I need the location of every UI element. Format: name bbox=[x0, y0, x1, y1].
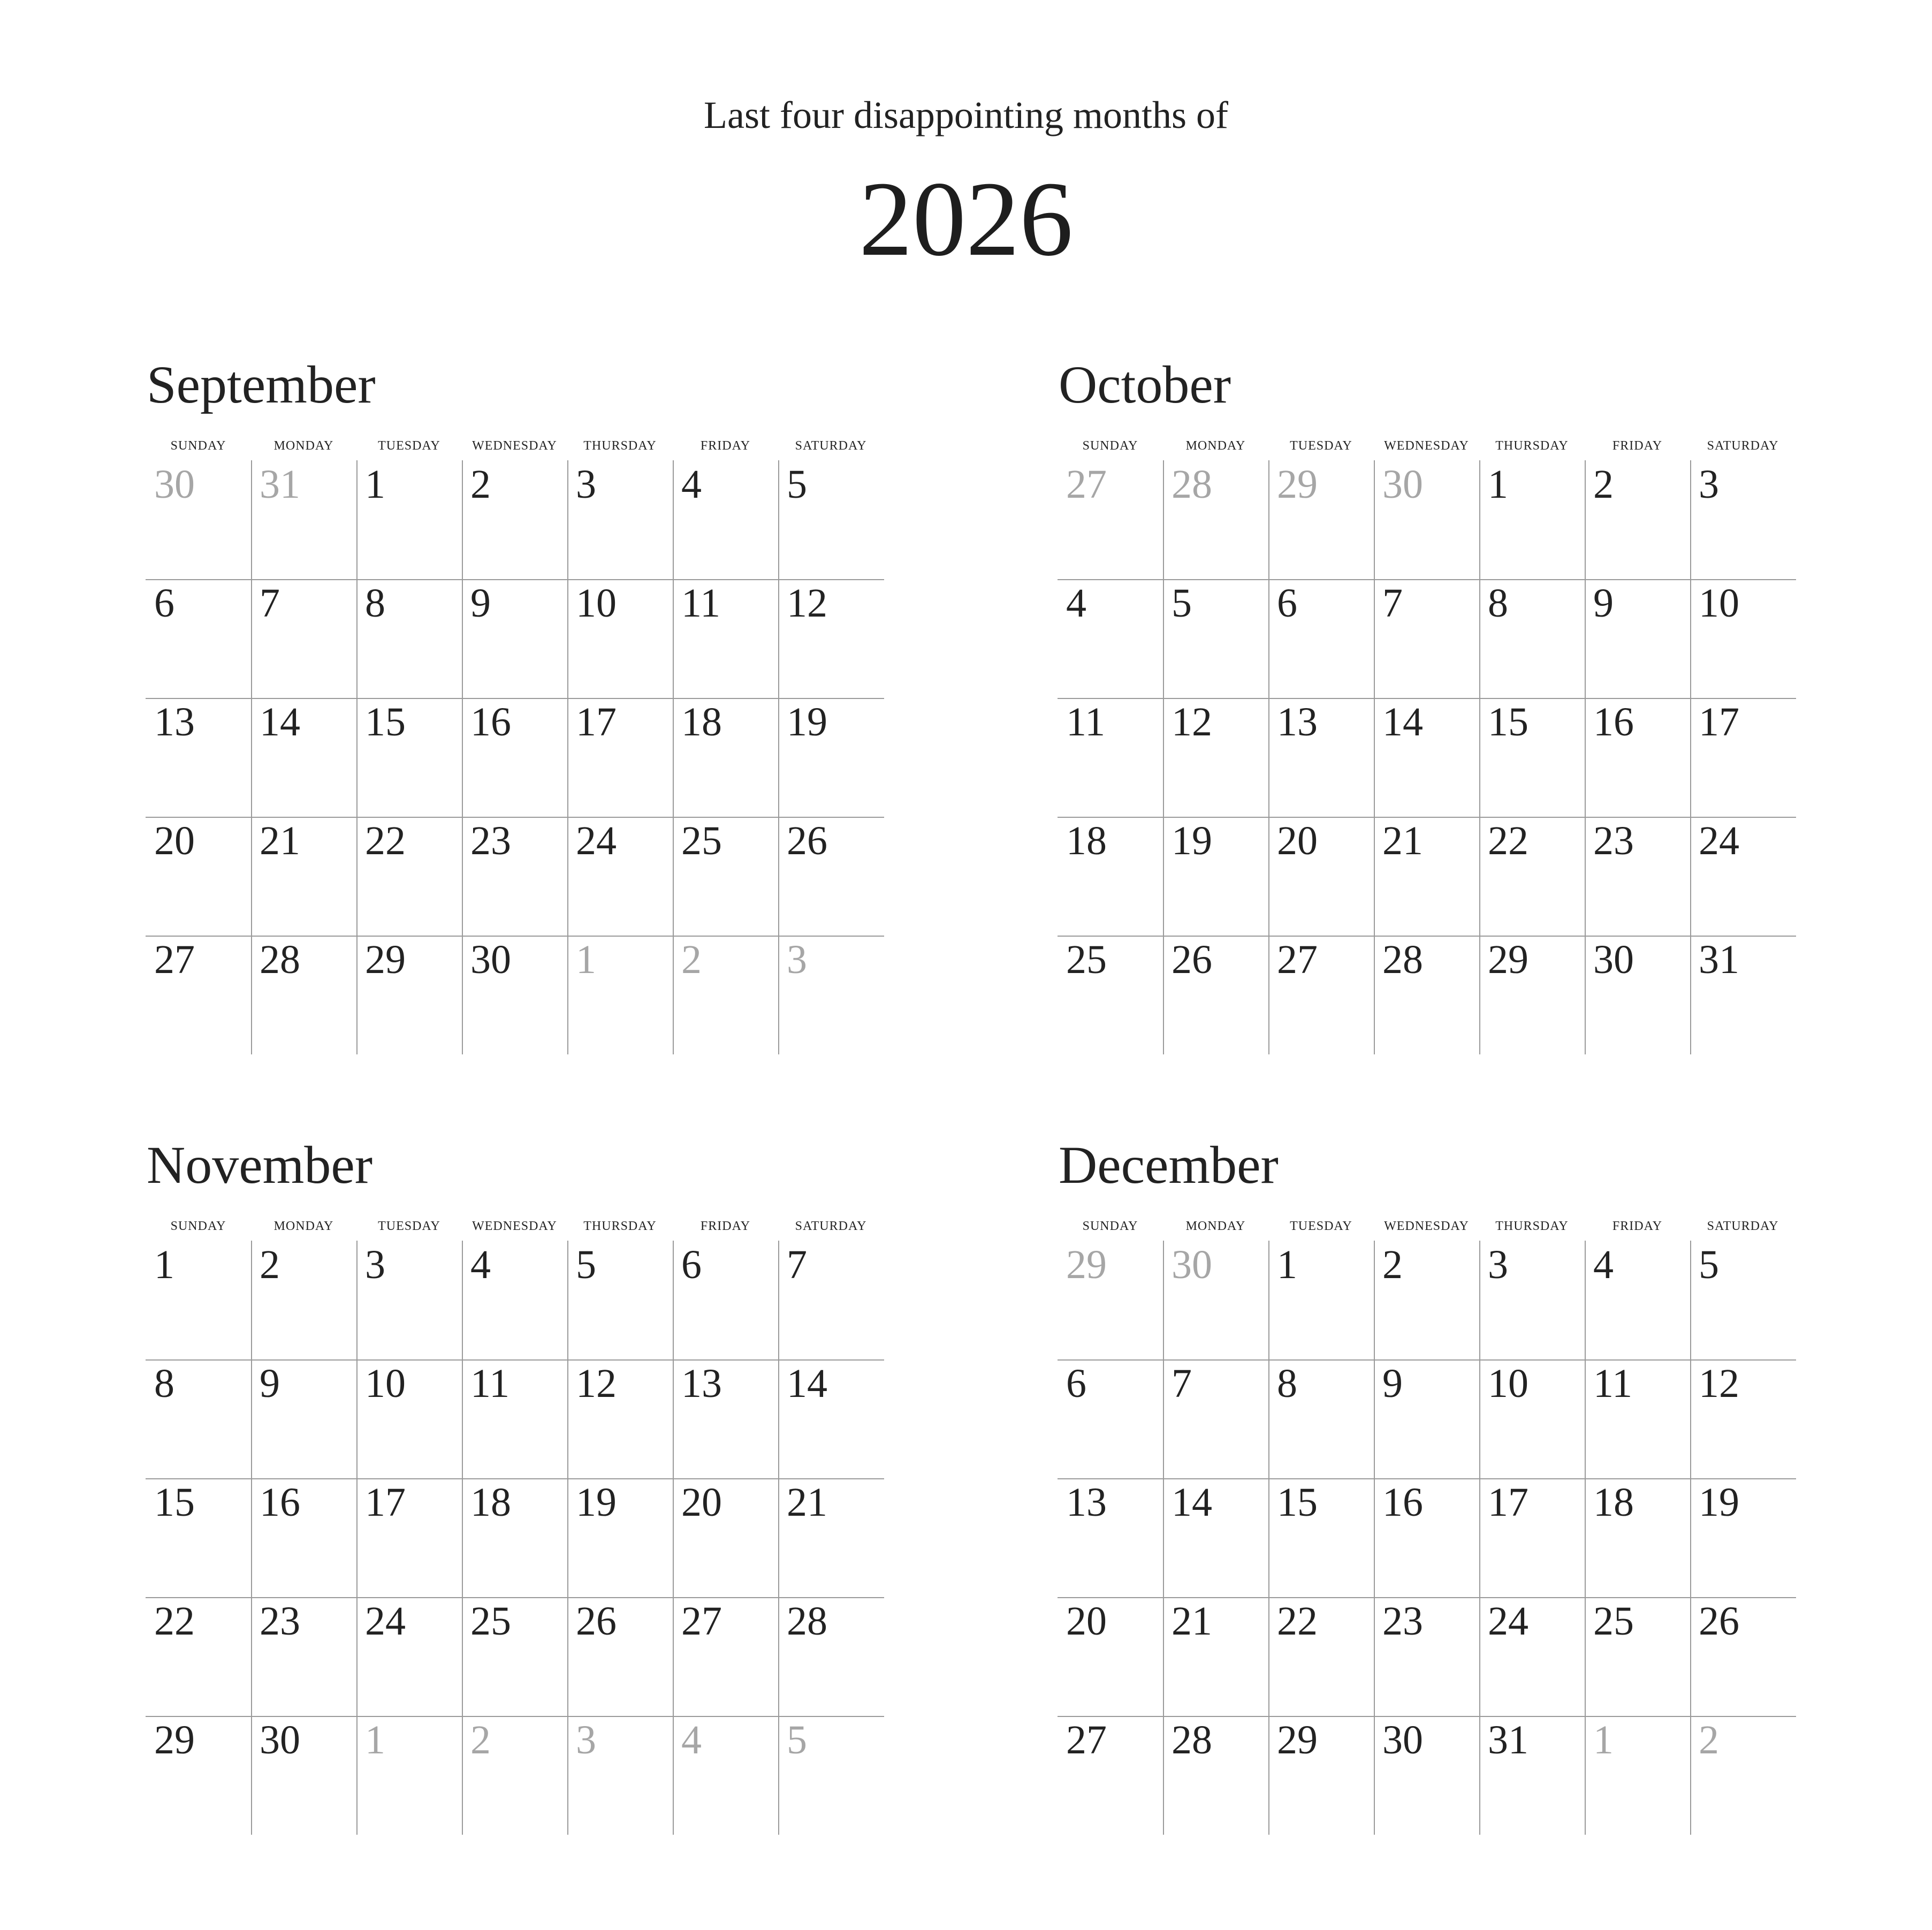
adjacent-month-day: 1 bbox=[576, 937, 596, 982]
day-divider bbox=[1374, 460, 1375, 1054]
day-number: 28 bbox=[1382, 937, 1423, 982]
day-divider bbox=[567, 460, 568, 1054]
adjacent-month-day: 3 bbox=[576, 1718, 596, 1762]
month-october bbox=[1058, 353, 1796, 1060]
day-number: 12 bbox=[1172, 700, 1212, 744]
day-number: 24 bbox=[1699, 818, 1739, 863]
adjacent-month-day: 1 bbox=[365, 1718, 385, 1762]
day-divider bbox=[251, 460, 252, 1054]
day-number: 12 bbox=[787, 581, 827, 626]
day-number: 18 bbox=[681, 700, 722, 744]
day-number: 9 bbox=[1382, 1361, 1403, 1406]
day-number: 16 bbox=[470, 700, 511, 744]
weekday-thursday: THURSDAY bbox=[583, 1219, 657, 1233]
week-divider bbox=[146, 817, 884, 818]
day-number: 13 bbox=[1277, 700, 1318, 744]
day-number: 27 bbox=[1277, 937, 1318, 982]
weekday-friday: FRIDAY bbox=[1612, 1219, 1663, 1233]
day-number: 23 bbox=[1593, 818, 1634, 863]
day-number: 10 bbox=[365, 1361, 406, 1406]
day-number: 29 bbox=[1488, 937, 1528, 982]
day-number: 3 bbox=[365, 1242, 385, 1287]
week-divider bbox=[1058, 1716, 1796, 1717]
day-number: 9 bbox=[1593, 581, 1614, 626]
weekday-wednesday: WEDNESDAY bbox=[1384, 439, 1469, 453]
day-divider bbox=[356, 460, 358, 1054]
weekday-tuesday: TUESDAY bbox=[1290, 439, 1352, 453]
month-november bbox=[146, 1134, 884, 1840]
day-divider bbox=[1585, 460, 1586, 1054]
day-number: 4 bbox=[1593, 1242, 1614, 1287]
adjacent-month-day: 31 bbox=[260, 462, 300, 507]
day-number: 25 bbox=[1066, 937, 1107, 982]
day-divider bbox=[1268, 460, 1269, 1054]
day-number: 20 bbox=[1277, 818, 1318, 863]
day-number: 4 bbox=[681, 462, 702, 507]
day-number: 15 bbox=[1277, 1480, 1318, 1525]
day-number: 18 bbox=[1066, 818, 1107, 863]
month-name: November bbox=[147, 1135, 373, 1195]
day-number: 16 bbox=[1382, 1480, 1423, 1525]
day-number: 23 bbox=[260, 1599, 300, 1644]
day-number: 24 bbox=[576, 818, 617, 863]
day-number: 1 bbox=[1488, 462, 1508, 507]
day-divider bbox=[462, 460, 463, 1054]
day-number: 17 bbox=[576, 700, 617, 744]
week-divider bbox=[1058, 817, 1796, 818]
day-divider bbox=[1690, 460, 1691, 1054]
day-number: 22 bbox=[1488, 818, 1528, 863]
day-number: 24 bbox=[365, 1599, 406, 1644]
week-divider bbox=[146, 1359, 884, 1361]
adjacent-month-day: 30 bbox=[154, 462, 195, 507]
adjacent-month-day: 30 bbox=[1172, 1242, 1212, 1287]
weekday-header bbox=[146, 436, 884, 458]
week-divider bbox=[1058, 1597, 1796, 1598]
day-grid bbox=[146, 460, 884, 1054]
day-number: 3 bbox=[576, 462, 596, 507]
week-divider bbox=[146, 698, 884, 699]
day-number: 11 bbox=[470, 1361, 510, 1406]
day-number: 21 bbox=[1382, 818, 1423, 863]
week-divider bbox=[1058, 579, 1796, 580]
adjacent-month-day: 1 bbox=[1593, 1718, 1614, 1762]
adjacent-month-day: 2 bbox=[681, 937, 702, 982]
week-divider bbox=[146, 579, 884, 580]
week-divider bbox=[146, 1478, 884, 1479]
year-title: 2026 bbox=[859, 160, 1073, 278]
day-number: 6 bbox=[1066, 1361, 1086, 1406]
weekday-thursday: THURSDAY bbox=[1495, 1219, 1569, 1233]
day-number: 24 bbox=[1488, 1599, 1528, 1644]
weekday-thursday: THURSDAY bbox=[1495, 439, 1569, 453]
day-number: 6 bbox=[1277, 581, 1297, 626]
day-divider bbox=[356, 1241, 358, 1835]
adjacent-month-day: 2 bbox=[470, 1718, 491, 1762]
week-divider bbox=[146, 1597, 884, 1598]
day-number: 19 bbox=[787, 700, 827, 744]
day-number: 20 bbox=[681, 1480, 722, 1525]
weekday-sunday: SUNDAY bbox=[170, 439, 226, 453]
day-number: 30 bbox=[470, 937, 511, 982]
day-number: 19 bbox=[576, 1480, 617, 1525]
weekday-wednesday: WEDNESDAY bbox=[472, 439, 557, 453]
weekday-sunday: SUNDAY bbox=[1082, 1219, 1138, 1233]
day-number: 22 bbox=[154, 1599, 195, 1644]
day-divider bbox=[673, 1241, 674, 1835]
day-divider bbox=[1585, 1241, 1586, 1835]
day-number: 4 bbox=[470, 1242, 491, 1287]
weekday-header bbox=[146, 1217, 884, 1238]
day-number: 5 bbox=[787, 462, 807, 507]
day-number: 13 bbox=[681, 1361, 722, 1406]
day-number: 6 bbox=[154, 581, 174, 626]
weekday-friday: FRIDAY bbox=[700, 439, 751, 453]
day-divider bbox=[462, 1241, 463, 1835]
adjacent-month-day: 28 bbox=[1172, 462, 1212, 507]
weekday-friday: FRIDAY bbox=[1612, 439, 1663, 453]
day-number: 26 bbox=[1172, 937, 1212, 982]
weekday-sunday: SUNDAY bbox=[1082, 439, 1138, 453]
day-number: 15 bbox=[154, 1480, 195, 1525]
week-divider bbox=[1058, 1478, 1796, 1479]
adjacent-month-day: 5 bbox=[787, 1718, 807, 1762]
weekday-tuesday: TUESDAY bbox=[378, 1219, 440, 1233]
day-number: 7 bbox=[260, 581, 280, 626]
day-number: 6 bbox=[681, 1242, 702, 1287]
month-name: September bbox=[147, 355, 376, 414]
week-divider bbox=[146, 936, 884, 937]
adjacent-month-day: 29 bbox=[1277, 462, 1318, 507]
day-number: 25 bbox=[681, 818, 722, 863]
weekday-monday: MONDAY bbox=[1185, 1219, 1246, 1233]
day-number: 26 bbox=[576, 1599, 617, 1644]
day-number: 21 bbox=[1172, 1599, 1212, 1644]
weekday-header bbox=[1058, 1217, 1796, 1238]
weekday-sunday: SUNDAY bbox=[170, 1219, 226, 1233]
adjacent-month-day: 4 bbox=[681, 1718, 702, 1762]
day-number: 12 bbox=[1699, 1361, 1739, 1406]
day-number: 8 bbox=[1277, 1361, 1297, 1406]
day-number: 7 bbox=[787, 1242, 807, 1287]
day-divider bbox=[673, 460, 674, 1054]
day-number: 8 bbox=[1488, 581, 1508, 626]
day-number: 27 bbox=[1066, 1718, 1107, 1762]
day-number: 11 bbox=[1066, 700, 1106, 744]
day-number: 10 bbox=[576, 581, 617, 626]
day-number: 12 bbox=[576, 1361, 617, 1406]
day-number: 2 bbox=[1593, 462, 1614, 507]
month-december bbox=[1058, 1134, 1796, 1840]
day-divider bbox=[1163, 460, 1164, 1054]
day-number: 15 bbox=[1488, 700, 1528, 744]
day-grid bbox=[1058, 1241, 1796, 1835]
day-number: 7 bbox=[1382, 581, 1403, 626]
week-divider bbox=[1058, 698, 1796, 699]
day-number: 27 bbox=[681, 1599, 722, 1644]
adjacent-month-day: 3 bbox=[787, 937, 807, 982]
day-number: 3 bbox=[1488, 1242, 1508, 1287]
day-number: 19 bbox=[1699, 1480, 1739, 1525]
day-number: 30 bbox=[260, 1718, 300, 1762]
day-number: 1 bbox=[365, 462, 385, 507]
adjacent-month-day: 27 bbox=[1066, 462, 1107, 507]
day-number: 30 bbox=[1382, 1718, 1423, 1762]
day-divider bbox=[567, 1241, 568, 1835]
day-number: 17 bbox=[1699, 700, 1739, 744]
day-number: 17 bbox=[365, 1480, 406, 1525]
day-number: 22 bbox=[1277, 1599, 1318, 1644]
day-divider bbox=[1690, 1241, 1691, 1835]
day-number: 31 bbox=[1699, 937, 1739, 982]
day-divider bbox=[1479, 1241, 1480, 1835]
month-september bbox=[146, 353, 884, 1060]
day-number: 18 bbox=[1593, 1480, 1634, 1525]
adjacent-month-day: 30 bbox=[1382, 462, 1423, 507]
day-divider bbox=[1163, 1241, 1164, 1835]
day-number: 14 bbox=[1172, 1480, 1212, 1525]
day-number: 29 bbox=[1277, 1718, 1318, 1762]
day-number: 26 bbox=[1699, 1599, 1739, 1644]
weekday-tuesday: TUESDAY bbox=[378, 439, 440, 453]
day-divider bbox=[1374, 1241, 1375, 1835]
day-number: 31 bbox=[1488, 1718, 1528, 1762]
month-name: October bbox=[1059, 355, 1231, 414]
day-number: 5 bbox=[576, 1242, 596, 1287]
day-number: 9 bbox=[470, 581, 491, 626]
weekday-monday: MONDAY bbox=[273, 439, 334, 453]
day-number: 15 bbox=[365, 700, 406, 744]
day-divider bbox=[251, 1241, 252, 1835]
weekday-wednesday: WEDNESDAY bbox=[472, 1219, 557, 1233]
day-number: 13 bbox=[1066, 1480, 1107, 1525]
week-divider bbox=[146, 1716, 884, 1717]
weekday-monday: MONDAY bbox=[1185, 439, 1246, 453]
day-number: 3 bbox=[1699, 462, 1719, 507]
day-number: 13 bbox=[154, 700, 195, 744]
day-number: 21 bbox=[260, 818, 300, 863]
day-divider bbox=[1479, 460, 1480, 1054]
day-number: 29 bbox=[154, 1718, 195, 1762]
day-number: 5 bbox=[1699, 1242, 1719, 1287]
day-number: 16 bbox=[260, 1480, 300, 1525]
weekday-saturday: SATURDAY bbox=[795, 1219, 867, 1233]
day-number: 1 bbox=[1277, 1242, 1297, 1287]
day-number: 5 bbox=[1172, 581, 1192, 626]
day-number: 20 bbox=[154, 818, 195, 863]
page-subtitle: Last four disappointing months of bbox=[704, 94, 1228, 136]
day-number: 26 bbox=[787, 818, 827, 863]
day-number: 1 bbox=[154, 1242, 174, 1287]
day-divider bbox=[778, 460, 779, 1054]
day-number: 11 bbox=[681, 581, 721, 626]
day-number: 4 bbox=[1066, 581, 1086, 626]
day-number: 22 bbox=[365, 818, 406, 863]
day-number: 28 bbox=[1172, 1718, 1212, 1762]
day-number: 9 bbox=[260, 1361, 280, 1406]
day-number: 28 bbox=[260, 937, 300, 982]
weekday-saturday: SATURDAY bbox=[1707, 439, 1779, 453]
weekday-saturday: SATURDAY bbox=[1707, 1219, 1779, 1233]
day-number: 17 bbox=[1488, 1480, 1528, 1525]
adjacent-month-day: 2 bbox=[1699, 1718, 1719, 1762]
weekday-header bbox=[1058, 436, 1796, 458]
day-number: 16 bbox=[1593, 700, 1634, 744]
day-number: 20 bbox=[1066, 1599, 1107, 1644]
adjacent-month-day: 29 bbox=[1066, 1242, 1107, 1287]
day-number: 2 bbox=[1382, 1242, 1403, 1287]
day-grid bbox=[1058, 460, 1796, 1054]
day-number: 10 bbox=[1488, 1361, 1528, 1406]
day-number: 8 bbox=[365, 581, 385, 626]
day-number: 18 bbox=[470, 1480, 511, 1525]
day-number: 21 bbox=[787, 1480, 827, 1525]
weekday-thursday: THURSDAY bbox=[583, 439, 657, 453]
day-number: 14 bbox=[787, 1361, 827, 1406]
month-name: December bbox=[1059, 1135, 1279, 1195]
day-number: 25 bbox=[470, 1599, 511, 1644]
day-number: 19 bbox=[1172, 818, 1212, 863]
day-number: 25 bbox=[1593, 1599, 1634, 1644]
weekday-tuesday: TUESDAY bbox=[1290, 1219, 1352, 1233]
day-number: 30 bbox=[1593, 937, 1634, 982]
day-number: 2 bbox=[260, 1242, 280, 1287]
day-number: 10 bbox=[1699, 581, 1739, 626]
weekday-friday: FRIDAY bbox=[700, 1219, 751, 1233]
day-number: 27 bbox=[154, 937, 195, 982]
day-number: 2 bbox=[470, 462, 491, 507]
day-grid bbox=[146, 1241, 884, 1835]
day-number: 14 bbox=[1382, 700, 1423, 744]
day-number: 7 bbox=[1172, 1361, 1192, 1406]
day-number: 14 bbox=[260, 700, 300, 744]
week-divider bbox=[1058, 936, 1796, 937]
day-number: 23 bbox=[1382, 1599, 1423, 1644]
weekday-monday: MONDAY bbox=[273, 1219, 334, 1233]
day-number: 23 bbox=[470, 818, 511, 863]
day-divider bbox=[1268, 1241, 1269, 1835]
weekday-wednesday: WEDNESDAY bbox=[1384, 1219, 1469, 1233]
day-number: 11 bbox=[1593, 1361, 1633, 1406]
day-number: 28 bbox=[787, 1599, 827, 1644]
week-divider bbox=[1058, 1359, 1796, 1361]
day-number: 8 bbox=[154, 1361, 174, 1406]
day-number: 29 bbox=[365, 937, 406, 982]
day-divider bbox=[778, 1241, 779, 1835]
weekday-saturday: SATURDAY bbox=[795, 439, 867, 453]
